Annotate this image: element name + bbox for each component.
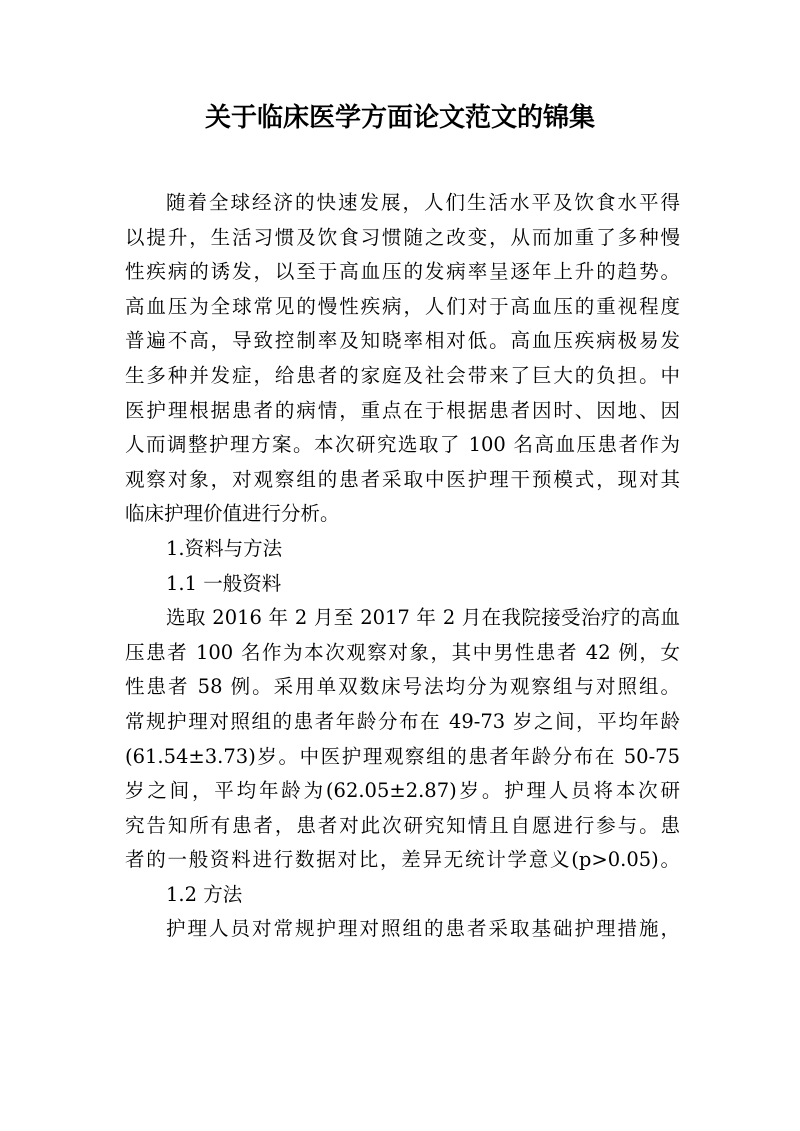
text-line: 者的一般资料进行数据对比，差异无统计学意义(p>0.05)。 [125, 848, 680, 872]
text-line: (61.54±3.73)岁。中医护理观察组的患者年龄分布在 50-75 [125, 744, 680, 768]
text-line: 临床护理价值进行分析。 [125, 502, 340, 526]
text-line: 压患者 100 名作为本次观察对象，其中男性患者 42 例，女 [125, 640, 680, 664]
section-heading: 1.资料与方法 [166, 536, 283, 560]
subsection-heading: 1.1 一般资料 [166, 571, 282, 595]
text-line: 生多种并发症，给患者的家庭及社会带来了巨大的负担。中 [125, 363, 680, 387]
text-line: 岁之间，平均年龄为(62.05±2.87)岁。护理人员将本次研 [125, 779, 680, 803]
text-line: 高血压为全球常见的慢性疾病，人们对于高血压的重视程度 [125, 294, 680, 318]
text-line: 普遍不高，导致控制率及知晓率相对低。高血压疾病极易发 [125, 329, 680, 353]
text-line: 随着全球经济的快速发展，人们生活水平及饮食水平得 [166, 191, 680, 214]
text-line: 观察对象，对观察组的患者采取中医护理干预模式，现对其 [125, 467, 680, 491]
text-line: 护理人员对常规护理对照组的患者采取基础护理措施， [166, 917, 680, 941]
text-line: 选取 2016 年 2 月至 2017 年 2 月在我院接受治疗的高血 [166, 606, 680, 630]
text-line: 人而调整护理方案。本次研究选取了 100 名高血压患者作为 [125, 433, 680, 457]
document-body [125, 186, 680, 947]
text-line: 医护理根据患者的病情，重点在于根据患者因时、因地、因 [125, 398, 680, 422]
text-line: 性疾病的诱发，以至于高血压的发病率呈逐年上升的趋势。 [125, 260, 680, 284]
subsection-heading: 1.2 方法 [166, 882, 243, 906]
text-line: 究告知所有患者，患者对此次研究知情且自愿进行参与。患 [125, 813, 680, 837]
document-title: 关于临床医学方面论文范文的锦集 [204, 103, 595, 133]
text-line: 常规护理对照组的患者年龄分布在 49-73 岁之间，平均年龄 [125, 709, 680, 733]
text-line: 性患者 58 例。采用单双数床号法均分为观察组与对照组。 [125, 675, 680, 699]
text-line: 以提升，生活习惯及饮食习惯随之改变，从而加重了多种慢 [125, 225, 680, 249]
